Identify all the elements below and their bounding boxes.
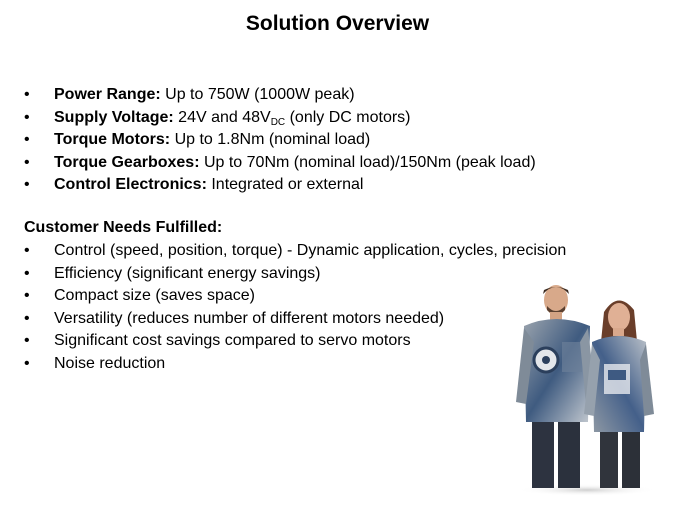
spec-label: Control Electronics: (54, 176, 207, 193)
people-photo (512, 282, 662, 496)
need-text: Compact size (saves space) (54, 287, 255, 304)
need-text: Efficiency (significant energy savings) (54, 264, 321, 282)
bullet-dot: • (24, 153, 30, 171)
spec-item-torque-gearboxes (24, 152, 664, 175)
spec-item-control-electronics (24, 174, 664, 197)
spec-text: 24V and 48V (173, 108, 271, 126)
list-item (24, 240, 664, 263)
bullet-dot: • (24, 242, 30, 259)
spec-label: Torque Gearboxes: (54, 153, 200, 171)
bullet-dot: • (24, 309, 30, 327)
need-text: Significant cost savings compared to servo motors (54, 332, 411, 349)
spec-text: Up to 70Nm (nominal load)/150Nm (peak load) (199, 153, 536, 171)
dc-subscript: DC (270, 116, 286, 128)
spec-text: Integrated or external (206, 176, 364, 193)
bullet-dot: • (24, 176, 30, 193)
spec-text-after: (only DC motors) (285, 108, 411, 126)
bullet-dot: • (24, 131, 30, 148)
bullet-dot: • (24, 86, 30, 103)
spec-text: Up to 750W (1000W peak) (160, 86, 355, 103)
spec-item-power-range (24, 84, 664, 107)
need-text: Versatility (reduces number of different motors needed) (54, 309, 445, 327)
bullet-dot: • (24, 287, 30, 304)
spec-label: Power Range: (54, 86, 161, 103)
bullet-dot: • (24, 108, 30, 126)
need-text: Control (speed, position, torque) - Dynamic application, cycles, precision (54, 242, 567, 259)
slide-title: Solution Overview (245, 12, 430, 35)
spec-label: Supply Voltage: (54, 108, 174, 126)
man-figure (516, 285, 596, 488)
bullet-dot: • (24, 264, 30, 282)
spec-item-torque-motors (24, 129, 664, 152)
spec-text: Up to 1.8Nm (nominal load) (170, 131, 371, 148)
need-text: Noise reduction (54, 354, 166, 372)
specs-list (24, 84, 664, 197)
spec-label: Torque Motors: (54, 131, 171, 148)
woman-figure (584, 300, 654, 488)
bullet-dot: • (24, 354, 30, 372)
needs-heading: Customer Needs Fulfilled: (24, 219, 223, 236)
bullet-dot: • (24, 332, 30, 349)
spec-item-supply-voltage (24, 107, 664, 130)
